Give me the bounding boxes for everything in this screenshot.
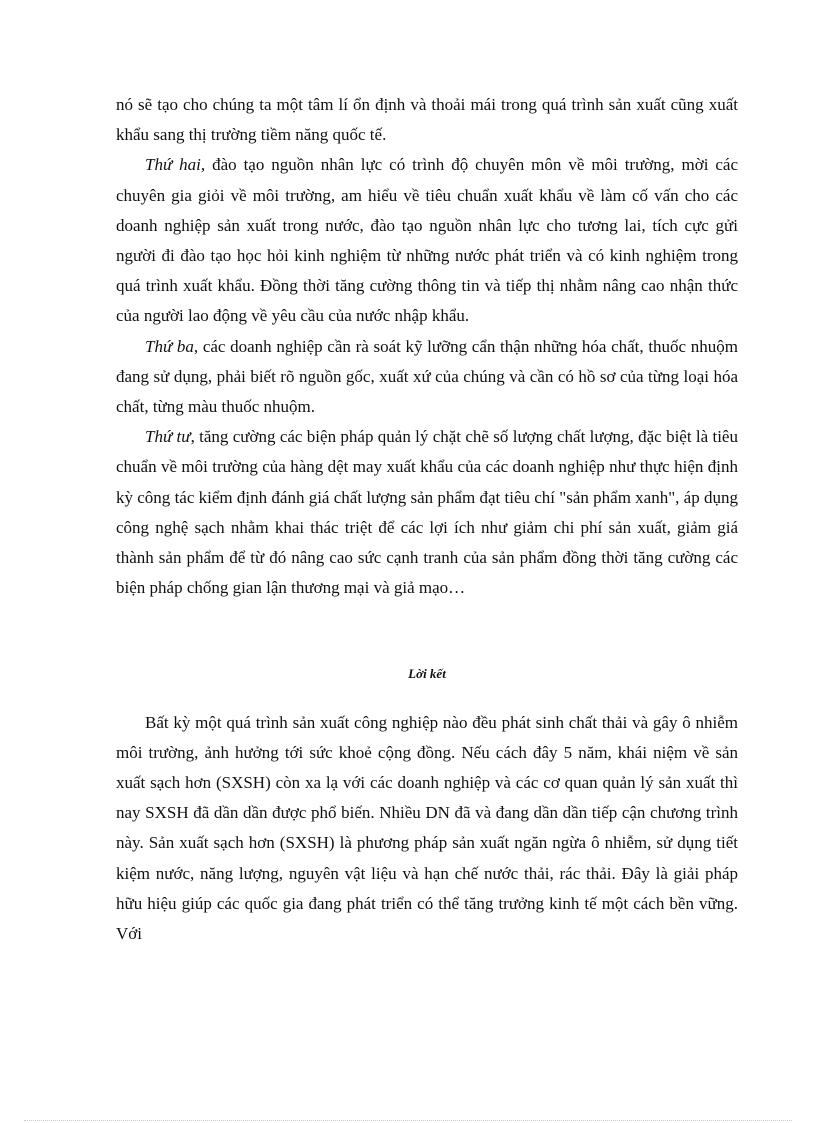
paragraph-thu-ba — [116, 332, 738, 423]
section-heading: Lời kết — [408, 666, 446, 682]
paragraph-thu-hai — [116, 150, 738, 331]
paragraph-intro — [116, 90, 738, 150]
document-page — [116, 90, 738, 949]
paragraph-lead: Thứ tư — [145, 427, 191, 447]
paragraph-conclusion — [116, 708, 738, 950]
paragraph-text: nó sẽ tạo cho chúng ta một tâm lí ổn định và thoải mái trong quá trình sản xuất cũng xuất khẩu sang thị trường tiềm năng quốc tế. — [116, 95, 738, 145]
paragraph-thu-tu — [116, 422, 738, 603]
paragraph-text: , tăng cường các biện pháp quản lý chặt chẽ số lượng chất lượng, đặc biệt là tiêu chuẩn về môi trường của hàng dệt may xuất khẩu của các doanh nghiệp như thực hiện định kỳ công tác kiểm định đánh giá chất lượng sản phẩm đạt tiêu chí "sản phẩm xanh", áp dụng công nghệ sạch nhằm khai thác triệt để các lợi ích như giảm chi phí sản xuất, giảm giá thành sản phẩm để từ đó nâng cao sức cạnh tranh của sản phẩm đồng thời tăng cường các biện pháp chống gian lận thương mại và giả mạo… — [116, 427, 738, 598]
paragraph-lead: Thứ ba — [145, 336, 194, 356]
page-footer-rule — [24, 1120, 792, 1121]
paragraph-lead: Thứ hai — [145, 155, 201, 175]
paragraph-text: , các doanh nghiệp cần rà soát kỹ lưỡng cẩn thận những hóa chất, thuốc nhuộm đang sử dụng, phải biết rõ nguồn gốc, xuất xứ của chúng và cần có hồ sơ của từng loại hóa chất, từng màu thuốc nhuộm. — [116, 336, 738, 417]
paragraph-text: Bất kỳ một quá trình sản xuất công nghiệp nào đều phát sinh chất thải và gây ô nhiễm môi trường, ảnh hưởng tới sức khoẻ cộng đồng. Nếu cách đây 5 năm, khái niệm về sản xuất sạch hơn (SXSH) còn xa lạ với các doanh nghiệp và các cơ quan quản lý sản xuất thì nay SXSH đã dần dần được phổ biến. Nhiều DN đã và đang dần dần tiếp cận chương trình này. Sản xuất sạch hơn (SXSH) là phương pháp sản xuất ngăn ngừa ô nhiễm, sử dụng tiết kiệm nước, năng lượng, nguyên vật liệu và hạn chế nước thải, rác thải. Đây là giải pháp hữu hiệu giúp các quốc gia đang phát triển có thể tăng trưởng kinh tế một cách bền vững. Với — [116, 712, 738, 944]
paragraph-text: , đào tạo nguồn nhân lực có trình độ chuyên môn về môi trường, mời các chuyên gia giỏi về môi trường, am hiểu về tiêu chuẩn xuất khẩu về làm cố vấn cho các doanh nghiệp sản xuất trong nước, đào tạo nguồn nhân lực cho tương lai, tích cực gửi người đi đào tạo học hỏi kinh nghiệm từ những nước phát triển và có kinh nghiệm trong quá trình xuất khẩu. Đồng thời tăng cường thông tin và tiếp thị nhằm nâng cao nhận thức của người lao động về yêu cầu của nước nhập khẩu. — [116, 155, 739, 326]
